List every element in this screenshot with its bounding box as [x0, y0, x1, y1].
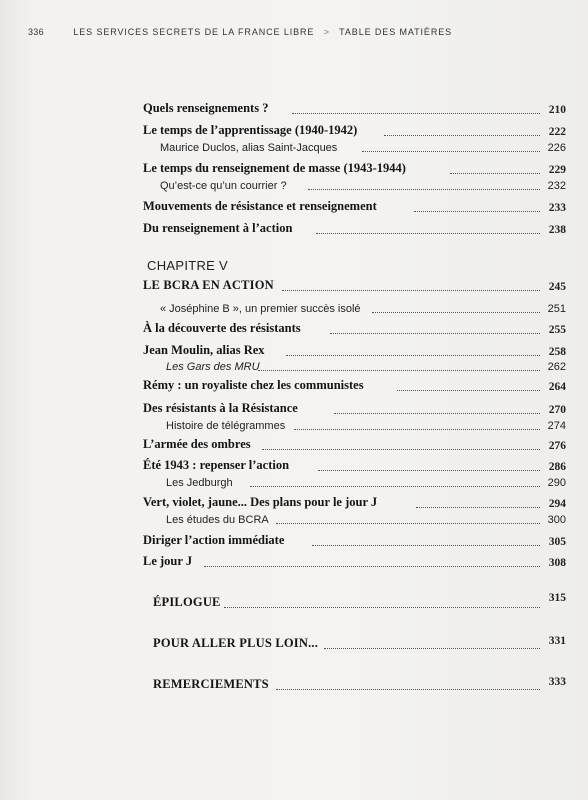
toc-subentry-page: 274 — [547, 420, 566, 432]
toc-entry[interactable] — [0, 532, 588, 550]
toc-entry-page: 258 — [548, 346, 566, 358]
toc-subentry[interactable] — [0, 473, 588, 491]
toc-entry-page: 233 — [548, 202, 566, 214]
toc-subentry[interactable] — [0, 299, 588, 317]
toc-entry[interactable] — [0, 436, 588, 454]
toc-leader — [416, 507, 540, 508]
toc-entry-title: Diriger l’action immédiate — [143, 533, 285, 547]
toc-entry-title: Rémy : un royaliste chez les communistes — [143, 378, 364, 392]
toc-leader — [308, 189, 540, 190]
toc-leader — [414, 211, 540, 212]
toc-leader — [276, 689, 540, 690]
toc-leader — [312, 545, 540, 546]
toc-leader — [292, 113, 540, 114]
toc-entry-title: REMERCIEMENTS — [153, 677, 269, 691]
toc-entry[interactable] — [0, 553, 588, 571]
toc-back-matter[interactable] — [0, 635, 588, 653]
toc-subentry-page: 300 — [547, 514, 566, 526]
toc-leader — [250, 486, 540, 487]
toc-leader — [450, 173, 540, 174]
toc-leader — [282, 290, 540, 291]
toc-entry-page: 331 — [548, 635, 566, 647]
toc-entry-page: 305 — [548, 536, 566, 548]
toc-subentry-title: Histoire de télégrammes — [166, 420, 286, 432]
toc-subentry-title: Qu’est-ce qu’un courrier ? — [160, 180, 287, 192]
toc-entry-page: 245 — [548, 281, 566, 293]
toc-subentry-page: 251 — [547, 303, 566, 315]
toc-entry-page: 315 — [548, 592, 566, 604]
toc-entry-page: 210 — [548, 104, 566, 116]
toc-leader — [224, 607, 540, 608]
toc-entry-page: 333 — [548, 676, 566, 688]
toc-entry-title: Le jour J — [143, 554, 193, 568]
toc-entry-title: POUR ALLER PLUS LOIN... — [153, 636, 319, 650]
toc-subentry[interactable] — [0, 176, 588, 194]
toc-entry-title: Mouvements de résistance et renseignement — [143, 199, 377, 213]
book-title: LES SERVICES SECRETS DE LA FRANCE LIBRE — [73, 27, 315, 37]
toc-leader — [316, 233, 540, 234]
toc-entry[interactable] — [0, 320, 588, 338]
toc-entry-page: 270 — [548, 404, 566, 416]
toc-leader — [286, 355, 540, 356]
toc-entry-title: Quels renseignements ? — [143, 101, 269, 115]
toc-leader — [318, 470, 540, 471]
toc-leader — [258, 370, 540, 371]
toc-chapter-title[interactable] — [0, 277, 588, 295]
toc-subentry-page: 290 — [547, 477, 566, 489]
toc-subentry-title: Les Jedburgh — [166, 477, 233, 489]
toc-subentry-page: 232 — [547, 180, 566, 192]
toc-leader — [294, 429, 540, 430]
toc-subentry-title: Les études du BCRA — [166, 514, 269, 526]
toc-entry-title: ÉPILOGUE — [153, 595, 221, 609]
toc-back-matter[interactable] — [0, 594, 588, 612]
toc-leader — [276, 523, 540, 524]
chapter-label: CHAPITRE V — [147, 258, 229, 273]
breadcrumb-separator: > — [323, 27, 330, 37]
toc-leader — [362, 151, 540, 152]
toc-entry-page: 286 — [548, 461, 566, 473]
toc-entry-title: Vert, violet, jaune... Des plans pour le jour J — [143, 495, 378, 509]
toc-subentry-title: Les Gars des MRU — [166, 361, 260, 373]
toc-entry-title: Des résistants à la Résistance — [143, 401, 298, 415]
toc-subentry[interactable] — [0, 416, 588, 434]
toc-entry-page: 238 — [548, 224, 566, 236]
toc-leader — [262, 449, 540, 450]
toc-entry[interactable] — [0, 100, 588, 118]
toc-subentry[interactable] — [0, 510, 588, 528]
page-number: 336 — [28, 27, 44, 37]
toc-entry[interactable] — [0, 377, 588, 395]
toc-entry-page: 294 — [548, 498, 566, 510]
toc-entry-title: Jean Moulin, alias Rex — [143, 343, 265, 357]
toc-entry-title: Été 1943 : repenser l’action — [143, 458, 290, 472]
toc-leader — [330, 333, 540, 334]
toc-subentry-title: Maurice Duclos, alias Saint-Jacques — [160, 142, 338, 154]
toc-subentry-title: « Joséphine B », un premier succès isolé — [160, 303, 361, 315]
toc-leader — [384, 135, 540, 136]
toc-subentry[interactable] — [0, 138, 588, 156]
toc-entry[interactable] — [0, 198, 588, 216]
toc-entry-page: 276 — [548, 440, 566, 452]
toc-back-matter[interactable] — [0, 676, 588, 694]
toc-leader — [324, 648, 540, 649]
toc-entry-page: 264 — [548, 381, 566, 393]
toc-subentry[interactable] — [0, 357, 588, 375]
toc-entry-title: Le temps du renseignement de masse (1943-1944) — [143, 161, 406, 175]
toc-entry[interactable] — [0, 220, 588, 238]
toc-leader — [204, 566, 540, 567]
toc-subentry-page: 262 — [547, 361, 566, 373]
toc-entry-page: 255 — [548, 324, 566, 336]
toc-leader — [334, 413, 540, 414]
toc-entry-title: L’armée des ombres — [143, 437, 251, 451]
toc-entry-title: Du renseignement à l’action — [143, 221, 293, 235]
toc-leader — [397, 390, 540, 391]
toc-entry-title: LE BCRA EN ACTION — [143, 278, 274, 292]
toc-entry-page: 222 — [548, 126, 566, 138]
section-title: TABLE DES MATIÈRES — [339, 27, 453, 37]
toc-subentry-page: 226 — [547, 142, 566, 154]
toc-entry-title: À la découverte des résistants — [143, 321, 301, 335]
running-header — [28, 27, 568, 37]
toc-entry-page: 308 — [548, 557, 566, 569]
toc-entry-page: 229 — [548, 164, 566, 176]
toc-entry-title: Le temps de l’apprentissage (1940-1942) — [143, 123, 358, 137]
toc-leader — [372, 312, 540, 313]
